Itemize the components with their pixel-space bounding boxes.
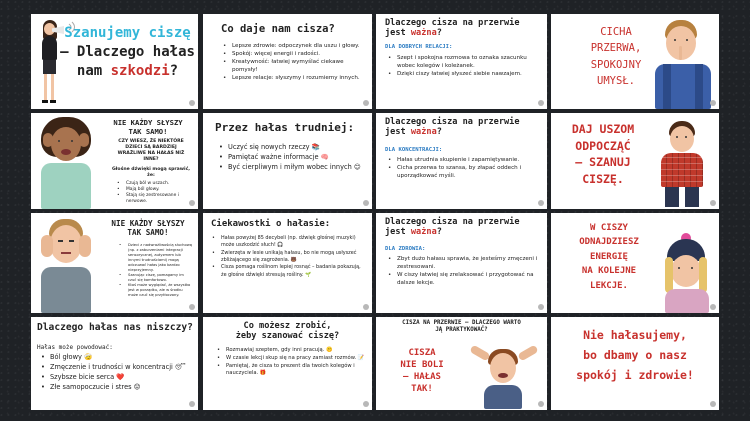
slide-2-marker: [363, 100, 369, 106]
boy-covering-ears-photo-2: [466, 343, 542, 409]
slide-4-slogan: CICHA PRZERWA, SPOKOJNY UMYSŁ.: [590, 26, 642, 87]
slide-6-marker: [363, 200, 369, 206]
slide-3-subtitle: DLA DOBRYCH RELACJI:: [385, 44, 453, 50]
slide-8-slogan: DAJ USZOM ODPOCZĄĆ – SZANUJ CISZĘ.: [571, 122, 635, 187]
girl-with-beanie-photo: [659, 233, 715, 313]
slide-3[interactable]: [376, 14, 547, 109]
slide-13[interactable]: [31, 317, 198, 410]
slide-11-list: • Zbyt dużo hałasu sprawia, że jesteśmy zmęczeni i zestresowani. • W ciszy łatwiej się zrelaksować i przygotować na dalsze lekcje.: [388, 255, 538, 287]
slide-10-marker: [363, 304, 369, 310]
slide-12-slogan: W CISZY ODNAJDZIESZ ENERGIĘ NA KOLEJNE LEKCJE.: [579, 223, 639, 291]
boy-with-backpack-photo: [651, 119, 713, 207]
slide-5[interactable]: [31, 113, 198, 209]
slide-3-title: Dlaczego cisza na przerwie jest ważna?: [385, 18, 520, 39]
slide-1-marker: [189, 100, 195, 106]
slide-3-list: • Szept i spokojna rozmowa to oznaka szacunku wobec kolegów i koleżanek. • Dzięki ciszy łatwiej słyszeć siebie nawzajem.: [388, 54, 538, 78]
boy-covering-ears-photo: [35, 217, 97, 313]
slide-7-subtitle: DLA KONCENTRACJI:: [385, 147, 443, 153]
slide-14-list: • Rozmawiaj szeptem, gdy inni pracują. 🤫 • W czasie lekcji skup się na pracy zamiast rozmów. 📝 • Pamiętaj, że cisza to prezent dla twoich kolegów i nauczyciela. 🎁: [217, 347, 367, 378]
slide-8-marker: [710, 200, 716, 206]
slide-7[interactable]: [376, 113, 547, 209]
slide-6[interactable]: [203, 113, 372, 209]
slide-15-slogan: CISZA NIE BOLI – HAŁAS TAK!: [400, 348, 444, 395]
slide-10-list: • Hałas powyżej 85 decybeli (np. dźwięk głośnej muzyki) może uszkodzić słuch! 🎧 • Zwierzęta w lesie unikają hałasu, bo nie mogą usłyszeć zbliżającego się zagrożenia. 🐻 • Cisza pomaga roślinom lepiej rosnąć – badania pokazują, że głośne dźwięki stresują rośliny. 🌱: [212, 235, 367, 279]
slide-5-title: NIE KAŻDY SŁYSZY TAK SAMO!: [113, 118, 183, 136]
slide-14-marker: [363, 401, 369, 407]
slide-5-intro: CZY WIESZ, ŻE NIEKTÓRE DZIECI SĄ BARDZIEJ WRAŻLIWE NA HAŁAS NIŻ INNE?: [117, 139, 185, 162]
slide-5-lead: Głośne dźwięki mogą sprawić, że:: [111, 167, 191, 178]
slide-15[interactable]: [376, 317, 547, 410]
slide-10-title: Ciekawostki o hałasie:: [211, 219, 331, 229]
slide-9[interactable]: [31, 213, 198, 313]
slide-11[interactable]: [376, 213, 547, 313]
slide-11-title: Dlaczego cisza na przerwie jest ważna?: [385, 217, 520, 238]
slide-7-title: Dlaczego cisza na przerwie jest ważna?: [385, 117, 520, 138]
slide-13-list: • Ból głowy 🤕 • Zmęczenie i trudności w koncentracji 😴 • Szybsze bicie serca ❤️ • Złe samopoczucie i stres 😟: [41, 353, 193, 393]
slide-16[interactable]: [551, 317, 719, 410]
slide-13-marker: [189, 401, 195, 407]
slide-5-marker: [189, 200, 195, 206]
slide-4[interactable]: [551, 14, 719, 109]
slide-16-slogan: Nie hałasujemy, bo dbamy o nasz spokój i zdrowie!: [576, 328, 694, 383]
slide-6-list: • Uczyć się nowych rzeczy 📚 • Pamiętać ważne informacje 🧠 • Być cierpliwym i miłym wobec innych 😊: [219, 143, 365, 173]
slide-2-title: Co daje nam cisza?: [221, 23, 335, 35]
slide-1-title: Szanujemy ciszę – Dlaczego hałas nam szkodzi?: [60, 25, 195, 79]
girl-covering-ears-photo: [35, 115, 97, 209]
slide-5-list: • Czują ból w uszach. • Mają ból głowy. • Stają się zestresowane i nerwowe.: [117, 181, 189, 205]
slide-10[interactable]: [203, 213, 372, 313]
slide-9-title: NIE KAŻDY SŁYSZY TAK SAMO!: [111, 219, 185, 238]
slide-12[interactable]: [551, 213, 719, 313]
slide-16-marker: [710, 401, 716, 407]
slide-8[interactable]: [551, 113, 719, 209]
slide-15-marker: [538, 401, 544, 407]
slide-4-marker: [710, 100, 716, 106]
boy-shushing-photo: [651, 18, 715, 109]
slide-1[interactable]: [31, 14, 198, 109]
slide-7-marker: [538, 200, 544, 206]
slide-11-subtitle: DLA ZDROWIA:: [385, 246, 426, 252]
slide-14-title: Co możesz zrobić, żeby szanować ciszę?: [235, 321, 340, 342]
slide-9-list: • Dzieci z nadwrażliwością słuchową (np. z zaburzeniami integracji sensorycznej, autyzmem lub innymi trudnościami) mogą odczuwać hałas jako bardzo nieprzyjemny. • Szanując ciszę, pomagamy im czuć się komfortowo. • Ktoś może wyglądać, że wszystko jest w porządku, ale w środku może czuć się przytłoczony.: [119, 243, 193, 298]
slide-11-marker: [538, 304, 544, 310]
slide-3-marker: [538, 100, 544, 106]
slide-7-list: • Hałas utrudnia skupienie i zapamiętywanie. • Cicha przerwa to szansa, by złapać oddech i uporządkować myśli.: [388, 156, 536, 180]
slide-2[interactable]: [203, 14, 372, 109]
slide-13-lead: Hałas może powodować:: [37, 344, 113, 351]
slide-14[interactable]: [203, 317, 372, 410]
slide-12-marker: [710, 304, 716, 310]
slide-9-marker: [189, 304, 195, 310]
slide-15-title: CISZA NA PRZERWIE – DLACZEGO WARTO JĄ PRAKTYKOWAĆ?: [402, 320, 521, 333]
slide-2-list: • Lepsze zdrowie: odpoczynek dla uszu i głowy. • Spokój: więcej energii i radości. • Kreatywność: łatwiej wymyślać ciekawe pomysły! • Lepsze relacje: słyszymy i rozumiemy innych.: [223, 42, 363, 83]
slide-13-title: Dlaczego hałas nas niszczy?: [37, 322, 193, 333]
slide-6-title: Przez hałas trudniej:: [215, 121, 355, 134]
